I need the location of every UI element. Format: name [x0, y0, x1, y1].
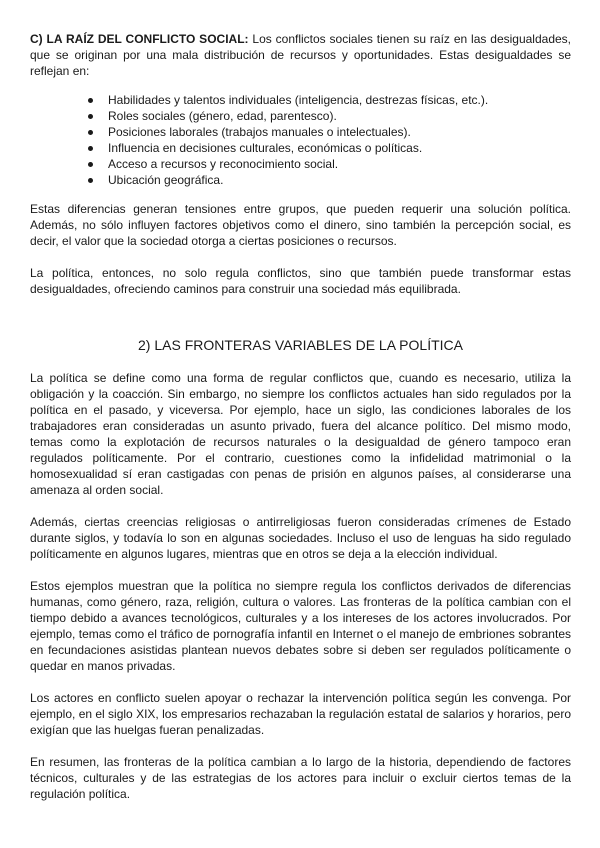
list-item: [88, 108, 571, 124]
document-page: [30, 31, 571, 802]
list-item: [88, 156, 571, 172]
section-c-paragraph: La política, entonces, no solo regula conflictos, sino que también puede transformar estas desigualdades, ofreciendo caminos para construir una sociedad más equilibrada.: [30, 266, 571, 296]
list-item-text: Habilidades y talentos individuales (inteligencia, destrezas físicas, etc.).: [108, 93, 489, 107]
list-item-text: Acceso a recursos y reconocimiento social.: [108, 157, 339, 171]
list-item: [88, 124, 571, 140]
section-2-paragraph: Estos ejemplos muestran que la política no siempre regula los conflictos derivados de diferencias humanas, como género, raza, religión, cultura o valores. Las fronteras de la política cambian con el tiempo debido a avances tecnológicos, culturales y a los intereses de los actores involucrados. Por ejemplo, temas como el tráfico de pornografía infantil en Internet o el manejo de embriones sobrantes en fecundaciones asistidas plantean nuevos debates sobre si deben ser regulados políticamente o quedar en manos privadas.: [30, 579, 571, 673]
list-item-text: Roles sociales (género, edad, parentesco).: [108, 109, 337, 123]
bullet-icon: [88, 114, 93, 119]
section-c-paragraph: Estas diferencias generan tensiones entre grupos, que pueden requerir una solución política. Además, no sólo influyen factores objetivos como el dinero, sino también la percepción social, es decir, el valor que la sociedad otorga a ciertas posiciones o recursos.: [30, 202, 571, 248]
list-item: [88, 172, 571, 188]
section-2-paragraph: Además, ciertas creencias religiosas o antirreligiosas fueron consideradas crímenes de Estado durante siglos, y todavía lo son en algunas sociedades. Incluso el uso de lenguas ha sido regulado políticamente en algunos lugares, mientras que en otros se deja a la elección individual.: [30, 515, 571, 561]
section-2-paragraph: En resumen, las fronteras de la política cambian a lo largo de la historia, dependiendo de factores técnicos, culturales y de las estrategias de los actores para incluir o excluir ciertos temas de la regulación política.: [30, 755, 571, 801]
inequality-list: [30, 92, 571, 188]
list-item-text: Ubicación geográfica.: [108, 173, 224, 187]
section-2-paragraph: La política se define como una forma de regular conflictos que, cuando es necesario, utiliza la obligación y la coacción. Sin embargo, no siempre los conflictos actuales han sido regulados por la política en el pasado, y viceversa. Por ejemplo, hace un siglo, las condiciones laborales de los trabajadores eran consideradas un asunto privado, fuera del alcance político. Del mismo modo, temas como la explotación de recursos naturales o la desigualdad de género tampoco eran regulados políticamente. Por el contrario, cuestiones como la infidelidad matrimonial o la homosexualidad sí eran castigadas con penas de prisión en algunos países, al considerarse una amenaza al orden social.: [30, 371, 571, 497]
section-c-heading: C) LA RAÍZ DEL CONFLICTO SOCIAL:: [30, 32, 249, 46]
bullet-icon: [88, 178, 93, 183]
bullet-icon: [88, 130, 93, 135]
list-item-text: Posiciones laborales (trabajos manuales o intelectuales).: [108, 125, 411, 139]
list-item: [88, 140, 571, 156]
bullet-icon: [88, 146, 93, 151]
section-c-intro: [30, 31, 571, 79]
section-c-intro-text: Los conflictos sociales tienen su raíz en las desigualdades, que se originan por una mala distribución de recursos y oportunidades. Estas desigualdades se reflejan en:: [30, 32, 572, 78]
list-item: [88, 92, 571, 108]
list-item-text: Influencia en decisiones culturales, económicas o políticas.: [108, 141, 423, 155]
bullet-icon: [88, 162, 93, 167]
section-2-paragraph: Los actores en conflicto suelen apoyar o rechazar la intervención política según les convenga. Por ejemplo, en el siglo XIX, los empresarios rechazaban la regulación estatal de salarios y horarios, pero exigían que las huelgas fueran penalizadas.: [30, 691, 571, 737]
bullet-icon: [88, 98, 93, 103]
section-2-title: 2) LAS FRONTERAS VARIABLES DE LA POLÍTICA: [138, 337, 463, 353]
